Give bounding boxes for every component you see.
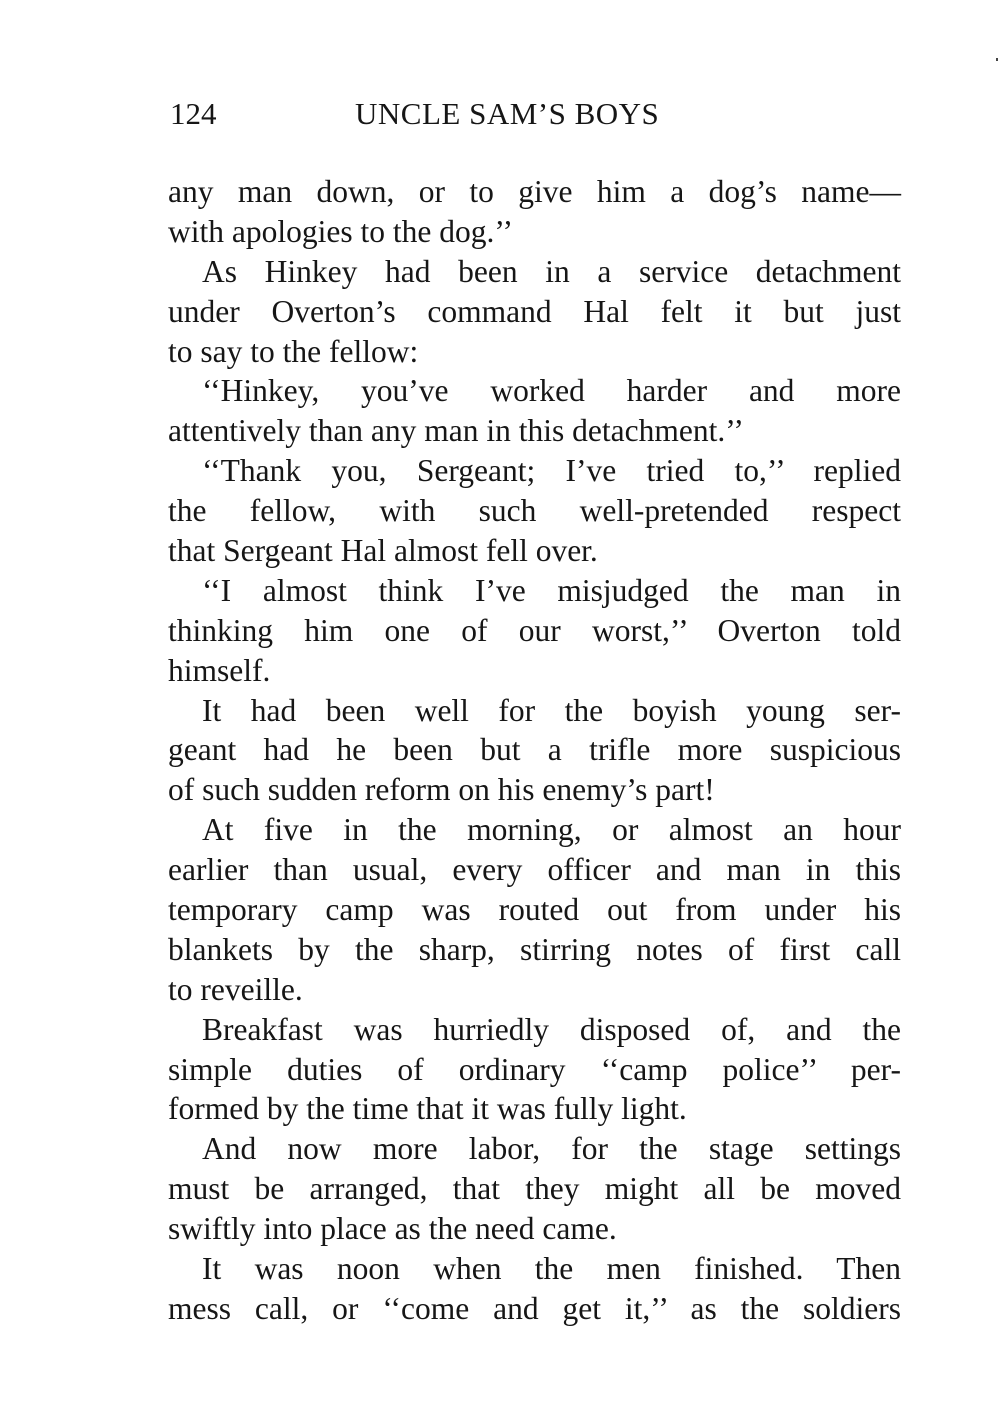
text-line: ‘‘Thank you, Sergeant; I’ve tried to,’’ replied: [202, 453, 901, 489]
text-line: thinking him one of our worst,’’ Overton told: [168, 612, 901, 648]
running-title: UNCLE SAM’S BOYS: [355, 96, 660, 131]
text-line: It had been well for the boyish young ser-: [202, 692, 901, 728]
text-line: himself.: [168, 652, 271, 688]
text-line: ‘‘I almost think I’ve misjudged the man in: [202, 572, 901, 608]
text-line: must be arranged, that they might all be moved: [168, 1171, 901, 1207]
text-line: with apologies to the dog.’’: [168, 213, 513, 249]
text-line: blankets by the sharp, stirring notes of first call: [168, 931, 901, 967]
text-line: attentively than any man in this detachment.’’: [168, 413, 744, 449]
text-line: swiftly into place as the need came.: [168, 1211, 617, 1247]
page-number: 124: [170, 96, 217, 131]
text-line: geant had he been but a trifle more suspicious: [168, 732, 901, 768]
text-line: Breakfast was hurriedly disposed of, and the: [202, 1011, 901, 1047]
text-line: And now more labor, for the stage settings: [202, 1131, 901, 1167]
page-header: [170, 94, 730, 134]
text-line: under Overton’s command Hal felt it but just: [168, 293, 901, 329]
text-line: At five in the morning, or almost an hour: [202, 812, 901, 848]
text-line: formed by the time that it was fully light.: [168, 1091, 687, 1127]
text-line: It was noon when the men finished. Then: [202, 1251, 901, 1287]
text-line: temporary camp was routed out from under his: [168, 892, 901, 928]
scan-edge-mark: [996, 58, 998, 61]
body-text: [168, 172, 901, 1329]
text-line: As Hinkey had been in a service detachment: [202, 253, 901, 289]
text-line: any man down, or to give him a dog’s name—: [168, 174, 901, 209]
text-line: ‘‘Hinkey, you’ve worked harder and more: [202, 373, 901, 409]
text-line: mess call, or ‘‘come and get it,’’ as the soldiers: [168, 1290, 901, 1326]
text-line: to reveille.: [168, 971, 303, 1007]
text-line: to say to the fellow:: [168, 333, 419, 369]
text-line: the fellow, with such well-pretended respect: [168, 493, 901, 529]
text-line: of such sudden reform on his enemy’s part!: [168, 772, 715, 808]
text-line: earlier than usual, every officer and man in this: [168, 852, 901, 888]
text-line: that Sergeant Hal almost fell over.: [168, 533, 598, 569]
text-line: simple duties of ordinary ‘‘camp police’’ per-: [168, 1051, 901, 1087]
